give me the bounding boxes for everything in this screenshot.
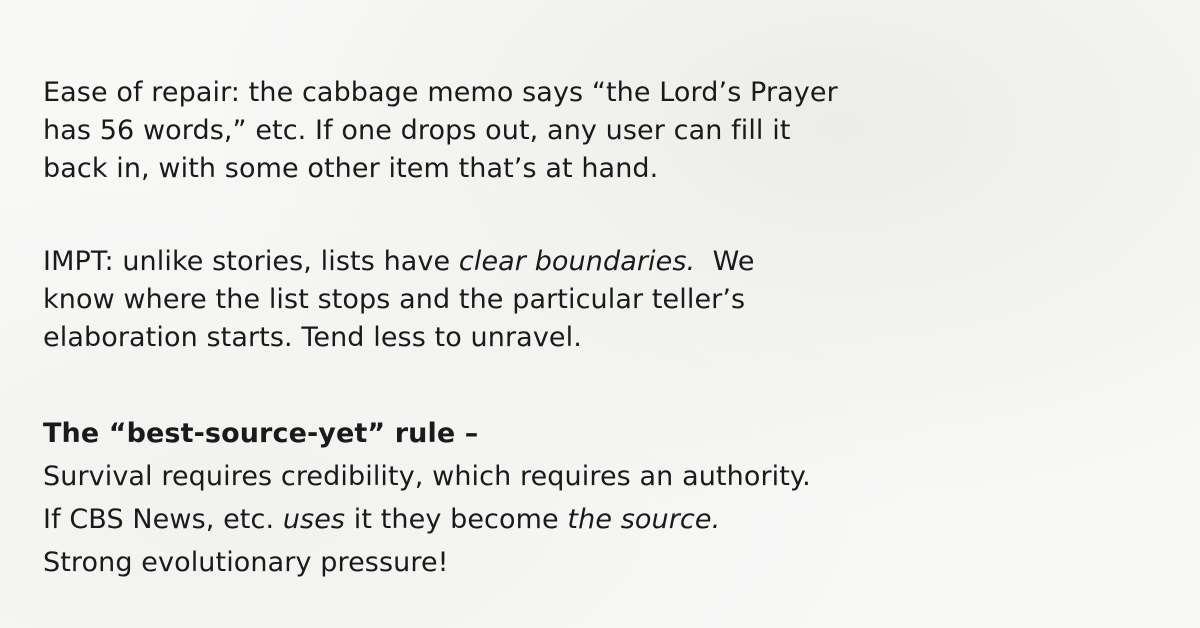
paragraph-best-source-rule (43, 412, 1183, 584)
text-segment: We (695, 246, 755, 277)
text-segment: IMPT: unlike stories, lists have (43, 246, 459, 277)
text-line: elaboration starts. Tend less to unravel. (43, 322, 582, 353)
text-line: back in, with some other item that’s at hand. (43, 153, 659, 184)
text-line (43, 243, 1183, 281)
text-line: know where the list stops and the particular teller’s (43, 284, 746, 315)
rule-heading: The “best-source-yet” rule – (43, 418, 479, 449)
text-line (43, 498, 1183, 541)
text-segment: it they become (345, 504, 568, 535)
emphasis-text: clear boundaries. (458, 246, 696, 277)
paragraph-impt (43, 243, 1183, 357)
text-line: has 56 words,” etc. If one drops out, any user can fill it (43, 115, 791, 146)
text-line: Strong evolutionary pressure! (43, 547, 449, 578)
text-line: Ease of repair: the cabbage memo says “the Lord’s Prayer (43, 77, 838, 108)
emphasis-text: the source. (567, 504, 721, 535)
emphasis-text: uses (282, 504, 346, 535)
paragraph-ease-of-repair (43, 74, 1183, 188)
text-segment: If CBS News, etc. (43, 504, 283, 535)
text-line: Survival requires credibility, which requires an authority. (43, 461, 811, 492)
